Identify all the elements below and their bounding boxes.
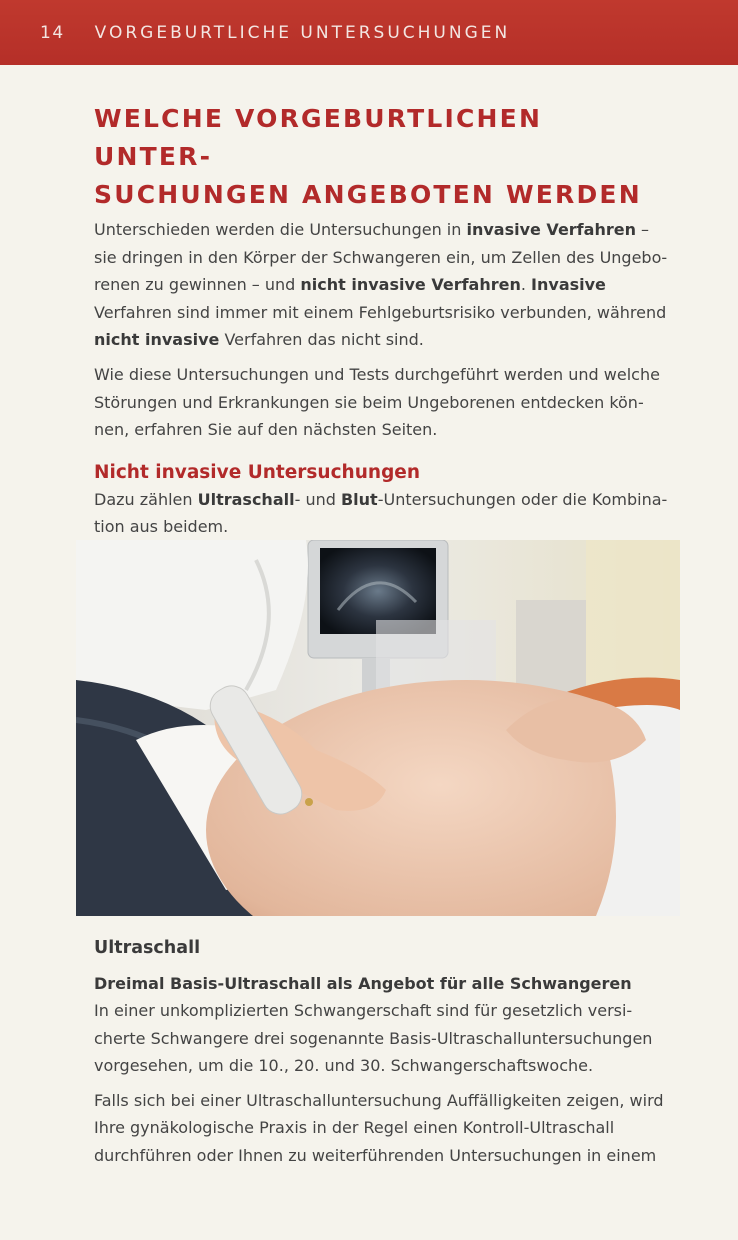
- heading-line-2: SUCHUNGEN ANGEBOTEN WERDEN: [94, 180, 642, 209]
- page-heading: [94, 100, 668, 214]
- page-number: 14: [40, 22, 65, 43]
- bold-term: Ultraschall: [197, 489, 295, 509]
- bold-term: nicht invasive: [94, 330, 220, 350]
- ultrasound-paragraph-1: In einer unkomplizierten Schwangerschaft sind für gesetzlich versicherte Schwangere drei sogenannte Basis-Ultraschalluntersuchungen vorgesehen, um die 10., 20. und 30. Schwangerschaftswoche.: [94, 1001, 653, 1076]
- second-paragraph: Wie diese Untersuchungen und Tests durchgeführt werden und welche Störungen und Erkrankungen sie beim Ungeborenen entdecken können, erfahren Sie auf den nächsten Seiten.: [94, 364, 660, 440]
- heading-line-1: WELCHE VORGEBURTLICHEN UNTER-: [94, 104, 543, 171]
- text-run: Verfahren sind immer mit einem Fehlgeburtsrisiko verbunden, während: [94, 302, 667, 322]
- text-run: Dazu zählen: [94, 489, 198, 509]
- ultrasound-subtitle: Dreimal Basis-Ultraschall als Angebot für alle Schwangeren: [94, 974, 632, 993]
- bold-term: invasive Verfahren: [466, 220, 636, 239]
- intro-paragraph: [94, 216, 668, 354]
- bold-term: Invasive: [531, 275, 606, 295]
- ultrasound-section: [94, 935, 674, 1170]
- subheading-noninvasive: Nicht invasive Untersuchungen: [94, 461, 421, 483]
- bold-term: nicht invasive Verfahren: [300, 275, 521, 295]
- text-run: – sie dringen in den Körper der Schwangeren ein, um Zellen des Ungeborenen zu gewinnen – und: [94, 220, 668, 295]
- noninvasive-paragraph: [94, 486, 668, 541]
- text-run: Verfahren das nicht sind.: [219, 330, 424, 350]
- ultrasound-title: Ultraschall: [94, 938, 201, 958]
- text-run: -Untersuchungen oder die Kombination aus beidem.: [94, 489, 668, 537]
- section-title: VORGEBURTLICHE UNTERSUCHUNGEN: [94, 22, 511, 43]
- header-bar: [0, 0, 738, 65]
- text-run: Unterschieden werden die Untersuchungen in: [94, 220, 467, 239]
- bold-term: Blut: [340, 489, 378, 509]
- text-run: .: [520, 275, 532, 295]
- ultrasound-photo: [76, 540, 680, 916]
- main-content: [94, 100, 668, 541]
- ultrasound-paragraph-2: Falls sich bei einer Ultraschalluntersuchung Auffälligkeiten zeigen, wird Ihre gynäkologische Praxis in der Regel einen Kontroll-Ultraschall durchführen oder Ihnen zu weiterführenden Untersuchungen in einem: [94, 1090, 664, 1165]
- text-run: - und: [294, 489, 341, 509]
